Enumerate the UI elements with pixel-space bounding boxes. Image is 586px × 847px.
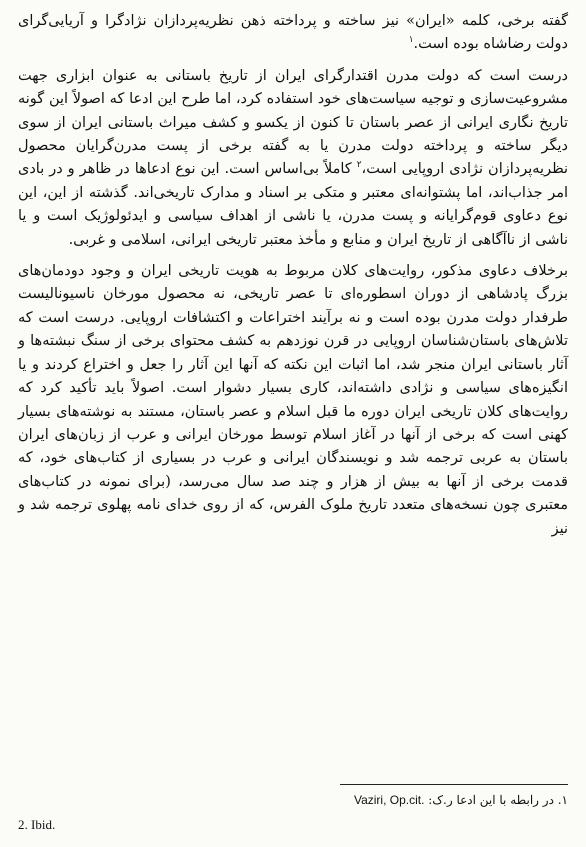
footnote-1: [354, 793, 568, 807]
paragraph-3: [18, 260, 568, 541]
footnote-divider: [340, 784, 568, 785]
footnote-marker-1: ۱: [408, 35, 414, 46]
footnote-marker-2: ۲: [356, 160, 362, 171]
paragraph-2-text-continued: کاملاً بی‌اساس است. این نوع ادعاها در ظاهر و در بادی امر جذاب‌اند، اما پشتوانه‌ای معتبر و متکی بر اسناد و مدارک تاریخی‌اند. گذشته از این، این نوع دعاوی قوم‌گرایانه و پست مدرن، یا ناشی از اهداف سیاسی و ایدئولوژیک است و یا ناشی از ناآگاهی از تاریخ ایران و منابع و مأخذ معتبر تاریخی ایرانی، اسلامی و غربی.: [18, 161, 568, 248]
paragraph-2-text: درست است که دولت مدرن اقتدارگرای ایران از تاریخ باستانی به عنوان ابزاری جهت مشروعیت‌سازی و توجیه سیاست‌های خود استفاده کرد، اما طرح این ادعا که اصولاً این گونه تاریخ نگاری ایرانی از عصر باستان تا کنون از یکسو و کشف میراث باستانی ایران از سوی دیگر ساخته و پرداخته دولت مدرن یا به گفته برخی از پست مدرن‌گرایان محصول نظریه‌پردازان نژادی اروپایی است،: [18, 67, 568, 178]
paragraph-2: [18, 65, 568, 252]
body-text: [18, 10, 568, 541]
footnote-2: 2. Ibid.: [18, 817, 56, 832]
paragraph-1-text: گفته برخی، کلمه «ایران» نیز ساخته و پرداخته ذهن نظریه‌پردازان نژادگرا و آریایی‌گرای دولت رضاشاه بوده است.: [18, 13, 568, 53]
paragraph-1: [18, 10, 568, 57]
paragraph-3-text: برخلاف دعاوی مذکور، روایت‌های کلان مربوط به هویت تاریخی ایران و وجود دودمان‌های بزرگ پادشاهی از دوران اسطوره‌ای تا عصر تاریخی، نه محصول مورخان ناسیونالیست طرفدار دولت مدرن بوده است و نه برآیند اختراعات و اکتشافات اروپایی. درست است که تلاش‌های باستان‌شناسان اروپایی در قرن نوزدهم به کشف محتوای برخی از سنگ نبشته‌ها و آثار باستانی ایران منجر شد، اما اثبات این نکته که آنها این آثار را جعل و اختراع کردند و یا انگیزه‌های سیاسی و نژادی داشته‌اند، کاری بسیار دشوار است. اصولاً باید تأکید کرد که روایت‌های کلان تاریخی ایران دوره ما قبل اسلام و عصر باستان، مستند به نوشته‌های بسیار کهنی است که برخی از آنها در آغاز اسلام توسط مورخان ایرانی و عرب از زبان‌های ایران باستان به عربی ترجمه شد و نویسندگان ایرانی و عرب در بسیاری از کتاب‌های خود، که قدمت برخی از آنها به بیش از هزار و چند صد سال می‌رسد، (برای نمونه در کتاب‌های معتبری چون نسخه‌های متعدد تاریخ ملوک الفرس، که از روی خدای نامه پهلوی ترجمه شد و نیز: [18, 263, 568, 537]
footnote-1-reference: Vaziri, Op.cit.: [353, 793, 425, 807]
footnote-1-label: ۱. در رابطه با این ادعا ر.ک:: [428, 793, 568, 807]
